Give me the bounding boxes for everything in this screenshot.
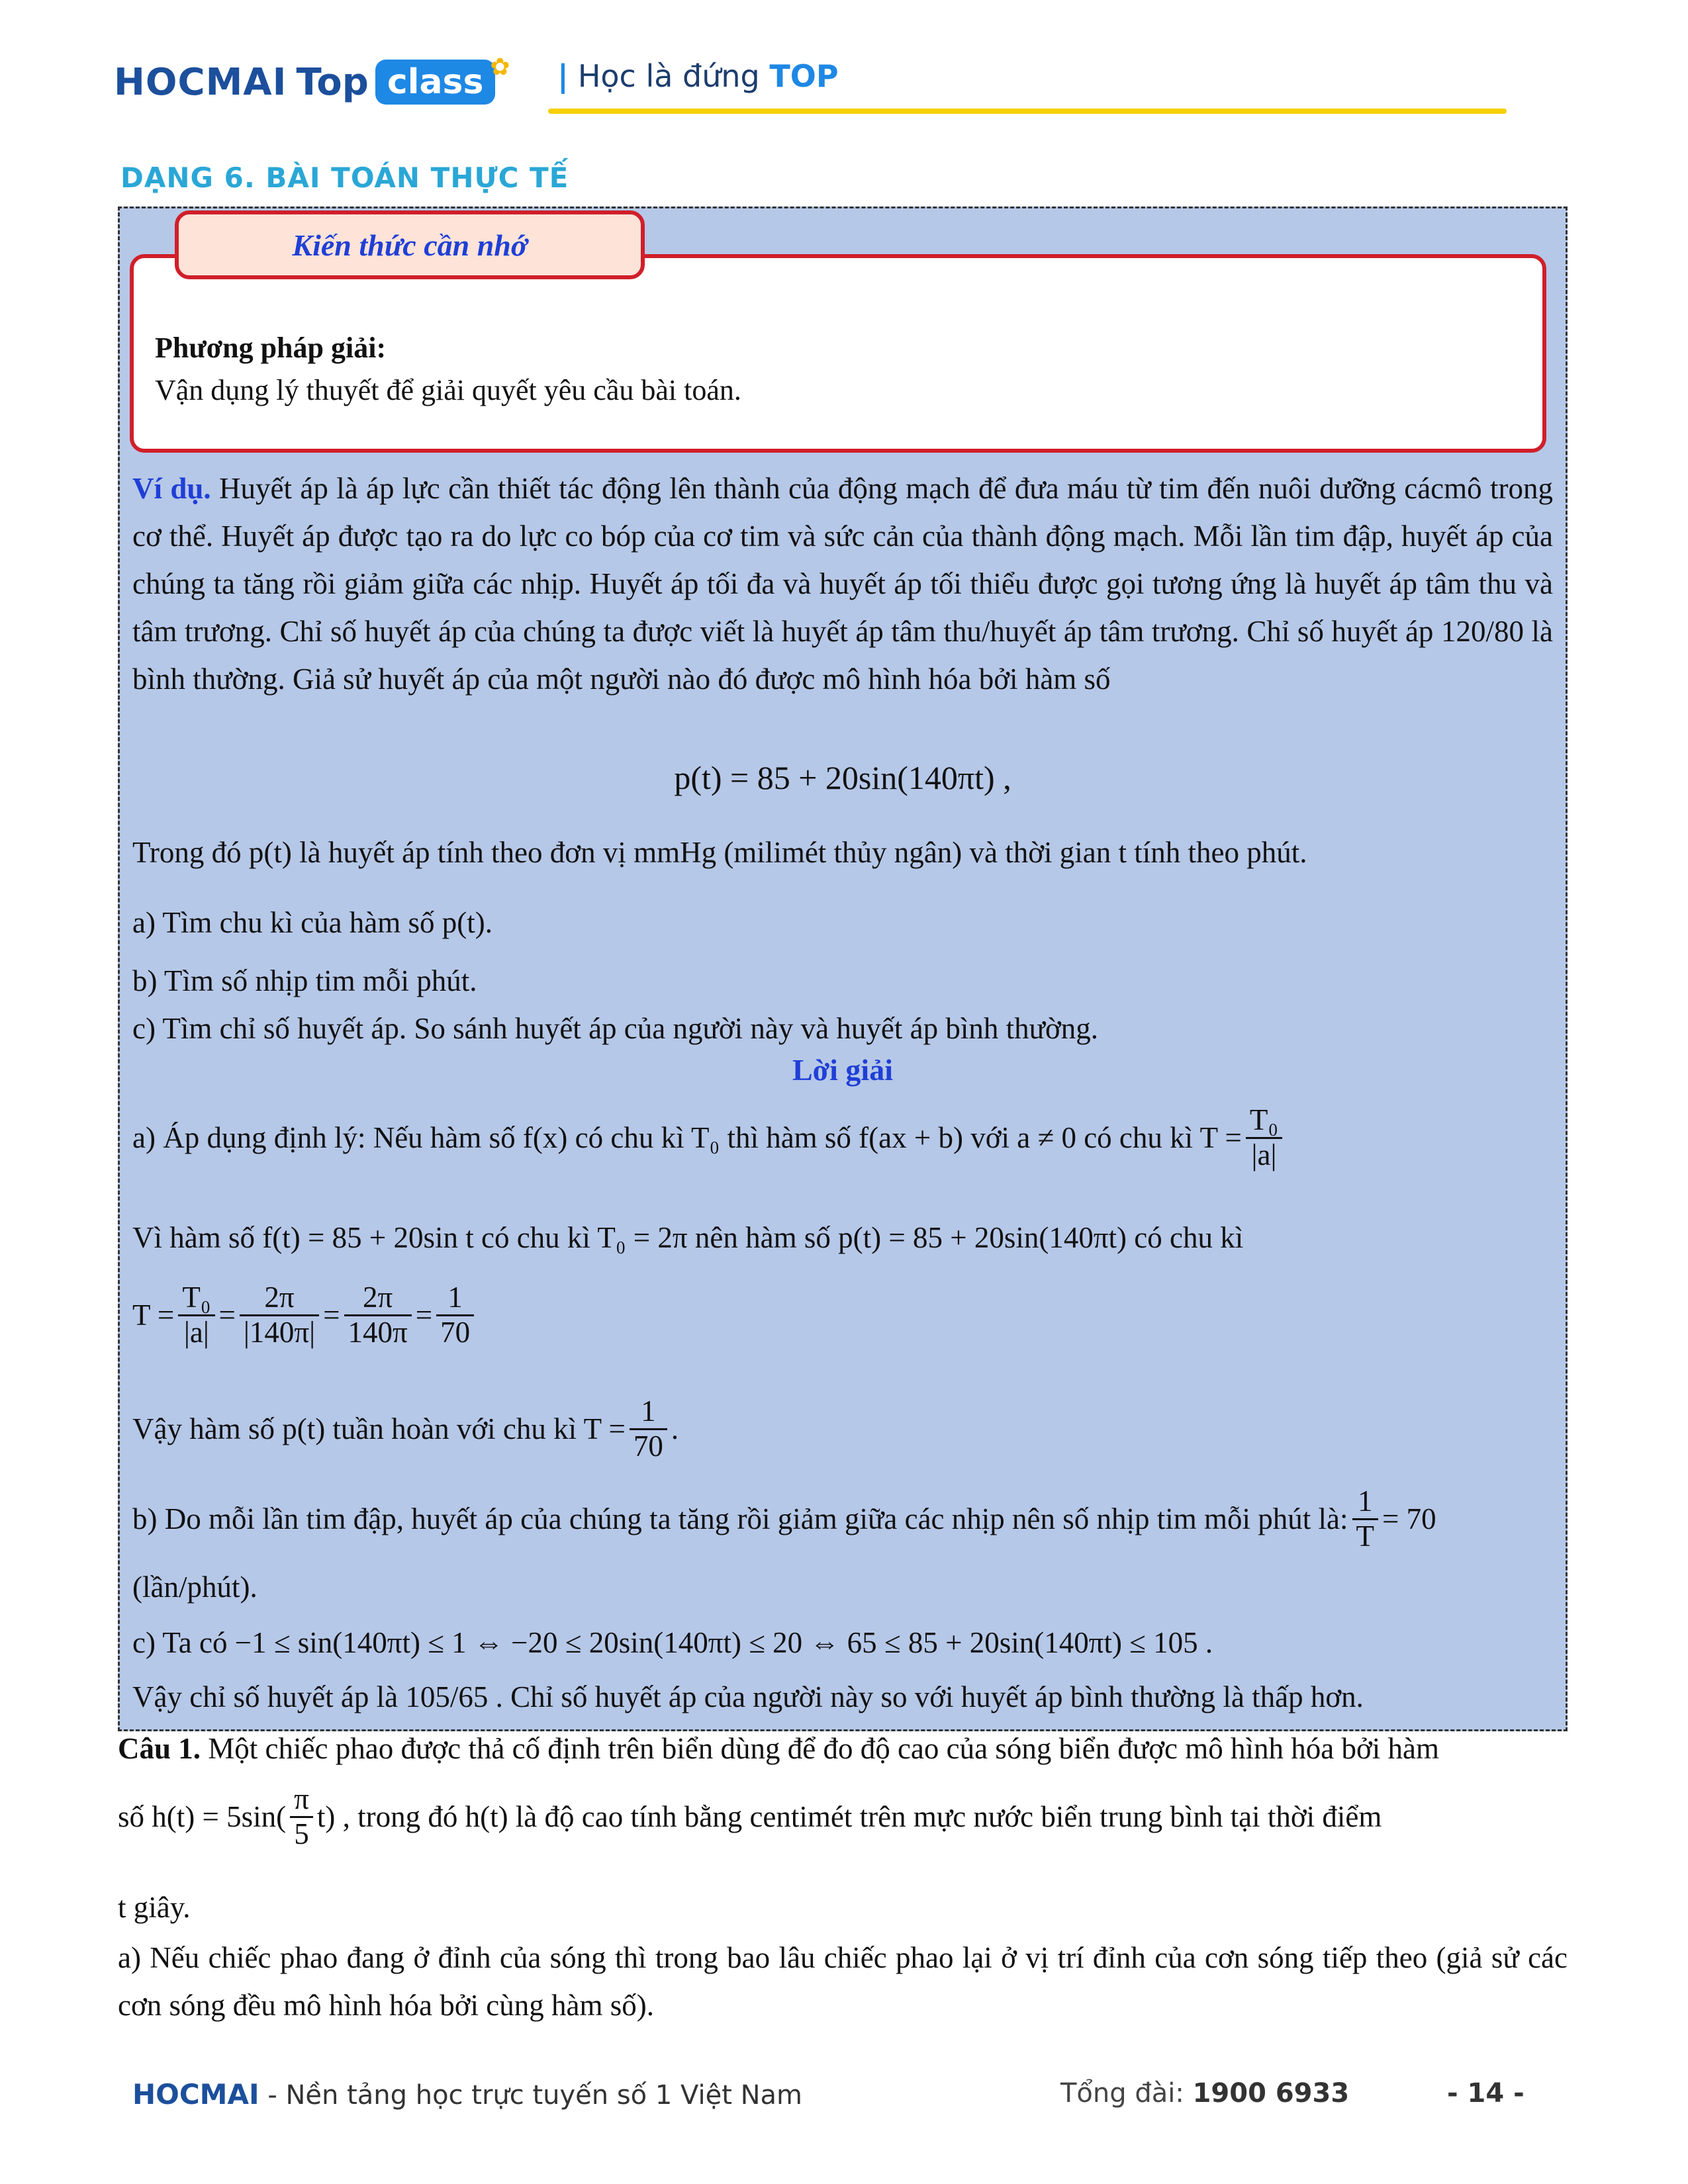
question1-line3: t giây. — [118, 1891, 191, 1924]
section-title: DẠNG 6. BÀI TOÁN THỰC TẾ — [120, 161, 569, 194]
solution-b2: (lần/phút). — [132, 1570, 258, 1604]
example-where: Trong đó p(t) là huyết áp tính theo đơn vị mmHg (milimét thủy ngân) và thời gian t tính theo phút. — [132, 836, 1307, 869]
question1-line1: Câu 1. Một chiếc phao được thả cố định trên biển dùng để đo độ cao của sóng biển được mô hình hóa bởi hàm — [118, 1732, 1440, 1765]
divider-icon: | — [557, 58, 569, 94]
logo-hocmai: HOCMAI — [114, 60, 287, 104]
footer — [132, 2078, 802, 2111]
header-underline — [548, 109, 1507, 114]
fraction-pi-5: $\frac{\pi}{5}$ — [290, 1783, 313, 1850]
example-intro: Ví dụ. Huyết áp là áp lực cần thiết tác động lên thành của động mạch để đưa máu từ tim đến nuôi dưỡng cácmô trong cơ thể. Huyết áp được tạo ra do lực co bóp của cơ tim và sức cản của thành động mạch. Mỗi lần tim đập, huyết áp của chúng ta tăng rồi giảm giữa các nhịp. Huyết áp tối đa và huyết áp tối thiểu được gọi tương ứng là huyết áp tâm thu và tâm trương. Chỉ số huyết áp của chúng ta được viết là huyết áp tâm thu/huyết áp tâm trương. Chỉ số huyết áp 120/80 là bình thường. Giả sử huyết áp của một người nào đó được mô hình hóa bởi hàm số — [132, 472, 1554, 696]
solution-b1: b) Do mỗi lần tim đập, huyết áp của chúng ta tăng rồi giảm giữa các nhịp nên số nhịp tim mỗi phút là: $\frac{1}{T}$ = 70 — [132, 1484, 1436, 1553]
question-a: a) Tìm chu kì của hàm số p(t). — [132, 906, 493, 939]
footer-text: - Nền tảng học trực tuyến số 1 Việt Nam — [267, 2080, 803, 2111]
fraction-t0-a: $\frac{\text{T₀}}{|a|}$ — [1246, 1104, 1282, 1171]
footer-logo: HOCMAI — [132, 2078, 259, 2111]
solution-title: Lời giải — [792, 1053, 893, 1087]
page-number: - 14 - — [1447, 2078, 1524, 2109]
star-icon: ✿ — [490, 54, 510, 81]
logo-class: class ✿ — [375, 60, 496, 105]
method-text: Vận dụng lý thuyết để giải quyết yêu cầu bài toán. — [155, 374, 741, 406]
solution-a2: Vì hàm số f(t) = 85 + 20sin t có chu kì T₀ = 2π nên hàm số p(t) = 85 + 20sin(140πt) có chu kì — [132, 1221, 1244, 1254]
question1-label: Câu 1. — [118, 1732, 201, 1765]
solution-a4: Vậy hàm số p(t) tuần hoàn với chu kì T = $\frac{1}{70}$ . — [132, 1394, 679, 1463]
question1-line2: số h(t) = 5sin( $\frac{\pi}{5}$ t) , trong đó h(t) là độ cao tính bằng centimét trên mực nước biển trung bình tại thời điểm — [118, 1782, 1382, 1850]
question-b: b) Tìm số nhịp tim mỗi phút. — [132, 964, 477, 997]
logo-top: Top — [296, 60, 369, 104]
method-label: Phương pháp giải: — [155, 332, 387, 364]
hotline: Tổng đài: 1900 6933 — [1060, 2078, 1350, 2109]
example-label: Ví dụ. — [132, 472, 211, 505]
solution-a1: a) Áp dụng định lý: Nếu hàm số f(x) có chu kì T₀ thì hàm số f(ax + b) với a ≠ 0 có chu kì T = $\frac{\text{T₀}}{|a|}$ — [132, 1104, 1553, 1171]
tagline: | Học là đứng TOP — [557, 58, 839, 94]
solution-c1: c) Ta có −1 ≤ sin(140πt) ≤ 1 ⇔ −20 ≤ 20sin(140πt) ≤ 20 ⇔ 65 ≤ 85 + 20sin(140πt) ≤ 105 . — [132, 1626, 1213, 1659]
question1-part-a: a) Nếu chiếc phao đang ở đỉnh của sóng thì trong bao lâu chiếc phao lại ở vị trí đỉnh của cơn sóng tiếp theo (giả sử các cơn sóng đều mô hình hóa bởi cùng hàm số). — [118, 1941, 1568, 2022]
solution-a3: T = $\frac{\text{T₀}}{|a|}$ = $\frac{2\pi}{|140\pi|}$ = $\frac{2\pi}{140\pi}$ = $\frac{1}{70}$ — [132, 1281, 478, 1349]
brand-logo — [114, 54, 510, 109]
solution-c2: Vậy chỉ số huyết áp là 105/65 . Chỉ số huyết áp của người này so với huyết áp bình thường là thấp hơn. — [132, 1680, 1364, 1713]
blood-pressure-formula: p(t) = 85 + 20sin(140πt) , — [674, 759, 1011, 796]
knowledge-tab: Kiến thức cần nhớ — [175, 210, 645, 279]
question-c: c) Tìm chỉ số huyết áp. So sánh huyết áp của người này và huyết áp bình thường. — [132, 1012, 1099, 1045]
